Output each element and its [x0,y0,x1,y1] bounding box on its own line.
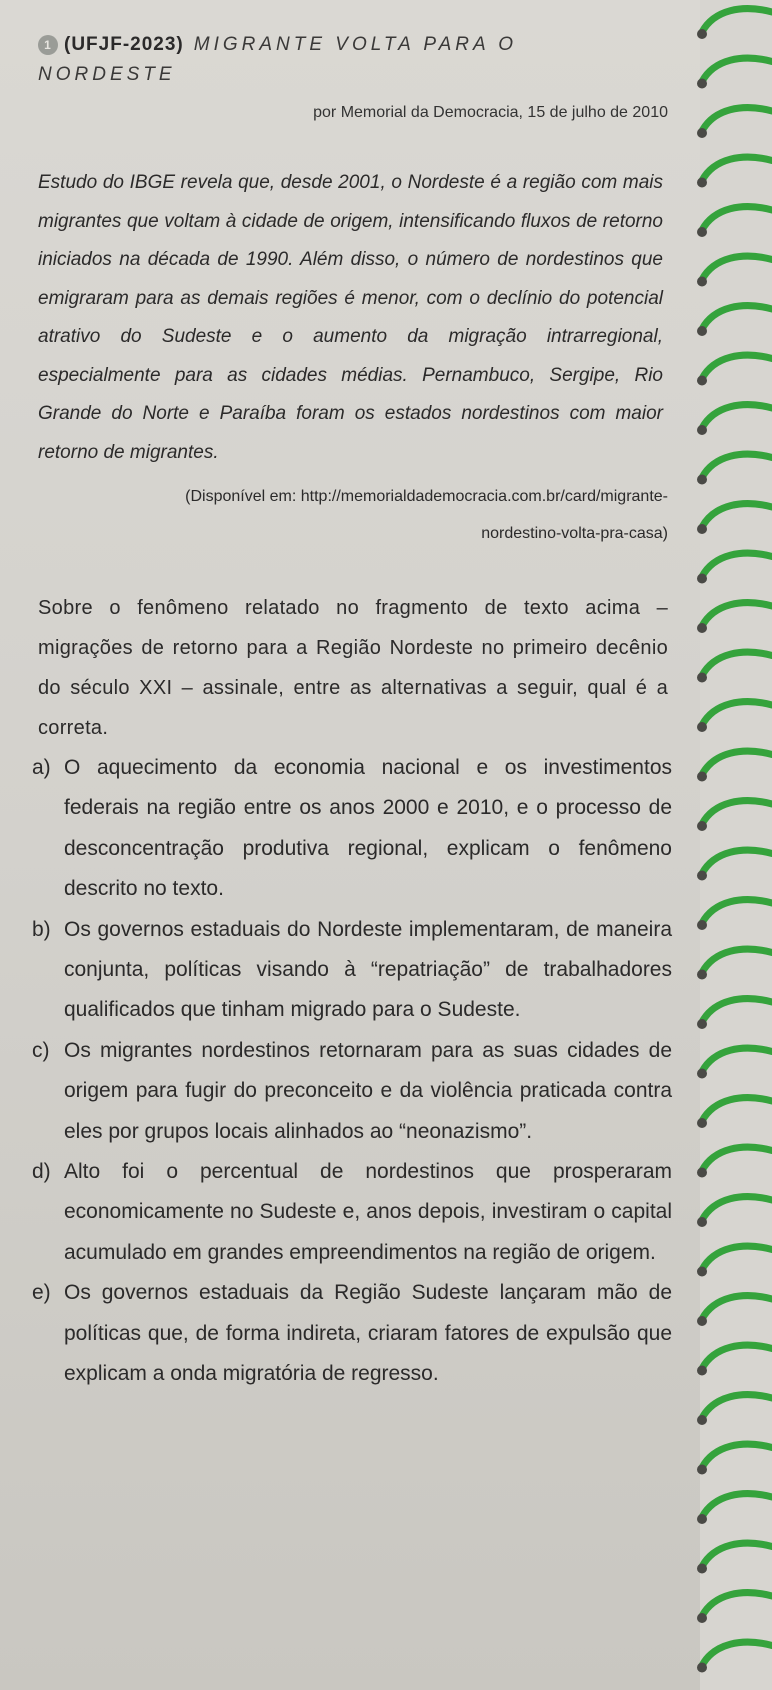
binding-hole [697,178,707,188]
binding-hole [697,1267,707,1277]
binding-hole [697,326,707,336]
question-heading-line [38,34,668,56]
spiral-coil [702,999,772,1022]
binding-hole [697,1069,707,1079]
spiral-coil [702,1197,772,1220]
spiral-coil [702,1593,772,1616]
answer-options [32,748,672,1395]
spiral-coil [702,1345,772,1368]
spiral-coil [702,108,772,131]
question-prompt: Sobre o fenômeno relatado no fragmento de texto acima – migrações de retorno para a Região Nordeste no primeiro decênio do século XXI – assinale, entre as alternativas a seguir, qual é a correta. [38,597,668,739]
binding-hole [697,1663,707,1673]
binding-hole [697,227,707,237]
source-note-line-2: nordestino-volta-pra-casa) [481,525,668,542]
binding-hole [697,1514,707,1524]
option-text: Alto foi o percentual de nordestinos que prosperaram economicamente no Sudeste e, anos depois, investiram o capital acumulado em grandes empreendimentos na região de origem. [64,1160,672,1264]
option-label: c) [32,1038,50,1062]
answer-option-b [32,910,672,1031]
spiral-coil [702,949,772,972]
spiral-coil [702,751,772,774]
spiral-coil [702,702,772,725]
spiral-coil [702,652,772,675]
question-header [38,34,668,122]
binding-hole [697,1613,707,1623]
spiral-coil [702,900,772,923]
spiral-coil [702,603,772,626]
spiral-coil [702,454,772,477]
spiral-coil [702,256,772,279]
binding-hole [697,574,707,584]
binding-hole [697,425,707,435]
binding-hole [697,277,707,287]
spiral-coil [702,1048,772,1071]
binding-hole [697,970,707,980]
spiral-coil [702,157,772,180]
binding-hole [697,1316,707,1326]
binding-hole [697,871,707,881]
option-text: Os governos estaduais da Região Sudeste lançaram mão de políticas que, de forma indireta, criaram fatores de expulsão que explicam a onda migratória de regresso. [64,1281,672,1386]
spiral-coil [702,1494,772,1517]
binding-hole [697,772,707,782]
binding-hole [697,821,707,831]
option-label: b) [32,917,51,941]
question-number-badge: 1 [38,35,58,55]
binding-hole [697,79,707,89]
binding-hole [697,722,707,732]
option-text: Os governos estaduais do Nordeste implementaram, de maneira conjunta, políticas visando à “repatriação” de trabalhadores qualificados que tinham migrado para o Sudeste. [64,917,672,1022]
spiral-coil [702,1444,772,1467]
binding-hole [697,673,707,683]
binding-hole [697,1415,707,1425]
spiral-binding [662,0,772,1690]
option-label: a) [32,756,51,779]
spiral-coil [702,1246,772,1269]
spiral-coil [702,405,772,428]
answer-option-c [32,1031,672,1152]
binding-hole [697,128,707,138]
binding-hole [697,623,707,633]
spiral-coil [702,801,772,824]
spiral-coil [702,1543,772,1566]
spiral-coil [702,306,772,329]
answer-option-d [32,1152,672,1273]
binding-hole [697,524,707,534]
article-title-continued: NORDESTE [38,64,176,85]
binding-hole [697,1564,707,1574]
binding-hole [697,1217,707,1227]
spiral-coil [702,553,772,576]
option-text: Os migrantes nordestinos retornaram para as suas cidades de origem para fugir do preconceito e da violência praticada contra eles por grupos locais alinhados ao “neonazismo”. [64,1038,672,1143]
article-title: MIGRANTE VOLTA PARA O [193,34,518,55]
spiral-coil [702,207,772,230]
binding-hole [697,29,707,39]
binding-hole [697,376,707,386]
spiral-coil [702,355,772,378]
article-excerpt: Estudo do IBGE revela que, desde 2001, o Nordeste é a região com mais migrantes que voltam à cidade de origem, intensificando fluxos de retorno iniciados na década de 1990. Além disso, o número de nordestinos que emigraram para as demais regiões é menor, com o declínio do potencial atrativo do Sudeste e o aumento da migração intrarregional, especialmente para as cidades médias. Pernambuco, Sergipe, Rio Grande do Norte e Paraíba foram os estados nordestinos com maior retorno de migrantes. [38,172,663,463]
answer-option-e [32,1273,672,1394]
spiral-coil [702,1642,772,1665]
binding-hole [697,475,707,485]
spiral-coil [702,1098,772,1121]
question-source: (UFJF-2023) [64,34,184,55]
spiral-coil [702,1296,772,1319]
spiral-coil [702,850,772,873]
binding-hole [697,1168,707,1178]
option-text: O aquecimento da economia nacional e os investimentos federais na região entre os anos 2000 e 2010, e o processo de desconcentração produtiva regional, explicam o fenômeno descrito no texto. [64,756,672,901]
option-label: e) [32,1281,51,1305]
article-byline: por Memorial da Democracia, 15 de julho de 2010 [313,104,668,121]
option-label: d) [32,1160,51,1184]
spiral-coil [702,9,772,32]
binding-hole [697,1118,707,1128]
spiral-coil [702,504,772,527]
spiral-coil [702,58,772,81]
binding-hole [697,1465,707,1475]
spiral-coil [702,1395,772,1418]
binding-hole [697,1366,707,1376]
binding-hole [697,920,707,930]
answer-option-a [32,748,672,910]
source-note-line-1: (Disponível em: http://memorialdademocracia.com.br/card/migrante- [185,488,668,505]
binding-hole [697,1019,707,1029]
spiral-coil [702,1147,772,1170]
